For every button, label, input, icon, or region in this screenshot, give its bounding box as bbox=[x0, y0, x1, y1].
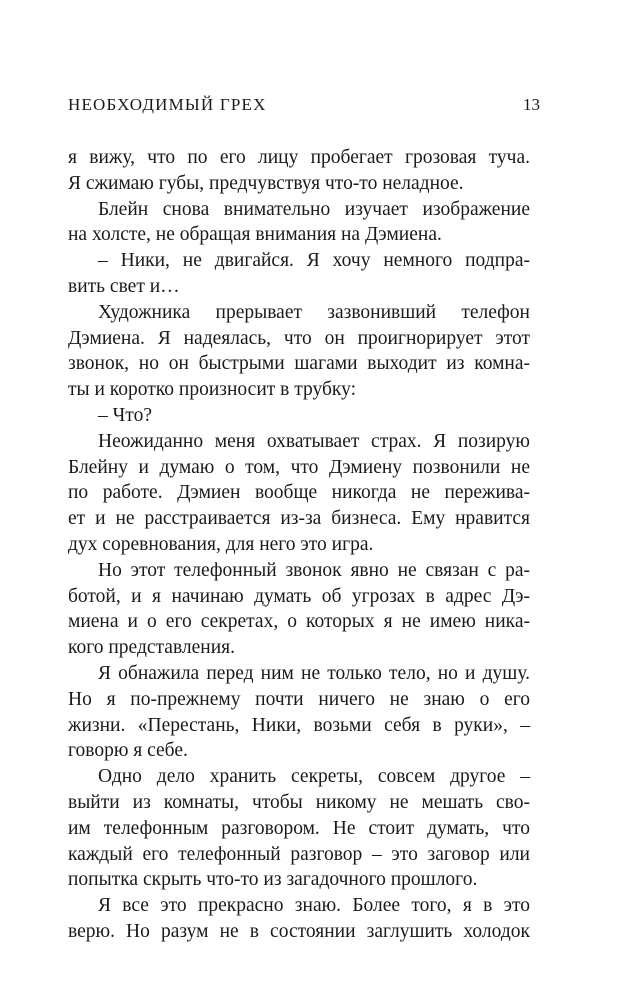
text-line: Я обнажила перед ним не только тело, но и душу. bbox=[98, 662, 530, 684]
text-line: Но этот телефонный звонок явно не связан с ра- bbox=[98, 559, 530, 581]
text-line: Но я по-прежнему почти ничего не знаю о его bbox=[68, 688, 530, 710]
text-line: ботой, и я начинаю думать об угрозах в адрес Дэ- bbox=[68, 585, 530, 607]
text-line: на холсте, не обращая внимания на Дэмиена. bbox=[68, 224, 442, 246]
text-line: жизни. «Перестань, Ники, возьми себя в руки», – bbox=[68, 714, 530, 736]
text-line: дух соревнования, для него это игра. bbox=[68, 533, 374, 555]
text-line: – Ники, не двигайся. Я хочу немного подпра- bbox=[98, 250, 530, 272]
text-line: Неожиданно меня охватывает страх. Я позирую bbox=[98, 430, 530, 452]
text-line: миена и о его секретах, о которых я не имею ника- bbox=[68, 611, 530, 633]
text-line: Дэмиена. Я надеялась, что он проигнорирует этот bbox=[68, 327, 530, 349]
text-line: ты и коротко произносит в трубку: bbox=[68, 379, 357, 401]
text-line: Блейн снова внимательно изучает изображение bbox=[98, 198, 530, 220]
text-line: по работе. Дэмиен вообще никогда не пережива- bbox=[68, 482, 530, 504]
text-line: им телефонным разговором. Не стоит думать, что bbox=[68, 817, 530, 839]
body-text bbox=[68, 145, 530, 945]
text-line: вить свет и… bbox=[68, 275, 180, 297]
text-line: Одно дело хранить секреты, совсем другое – bbox=[98, 766, 530, 788]
text-line: верю. Но разум не в состоянии заглушить холодок bbox=[68, 920, 530, 942]
text-line: я вижу, что по его лицу пробегает грозовая туча. bbox=[68, 147, 530, 168]
page-number: 13 bbox=[523, 95, 540, 114]
text-line: выйти из комнаты, чтобы никому не мешать сво- bbox=[68, 791, 530, 813]
text-line: говорю я себе. bbox=[68, 740, 188, 762]
book-title: НЕОБХОДИМЫЙ ГРЕХ bbox=[68, 95, 267, 114]
text-line: Я все это прекрасно знаю. Более того, я в это bbox=[98, 895, 530, 917]
text-line: кого представления. bbox=[68, 637, 235, 659]
text-line: звонок, но он быстрыми шагами выходит из комна- bbox=[68, 353, 530, 375]
text-line: – Что? bbox=[98, 404, 152, 426]
text-line: Блейну и думаю о том, что Дэмиену позвонили не bbox=[68, 456, 530, 478]
text-line: Я сжимаю губы, предчувствуя что-то неладное. bbox=[68, 172, 464, 194]
running-head bbox=[68, 95, 540, 119]
text-line: Художника прерывает зазвонивший телефон bbox=[98, 301, 530, 323]
text-line: ет и не расстраивается из-за бизнеса. Ему нравится bbox=[68, 508, 530, 530]
text-line: попытка скрыть что-то из загадочного прошлого. bbox=[68, 869, 478, 891]
text-line: каждый его телефонный разговор – это заговор или bbox=[68, 843, 530, 865]
